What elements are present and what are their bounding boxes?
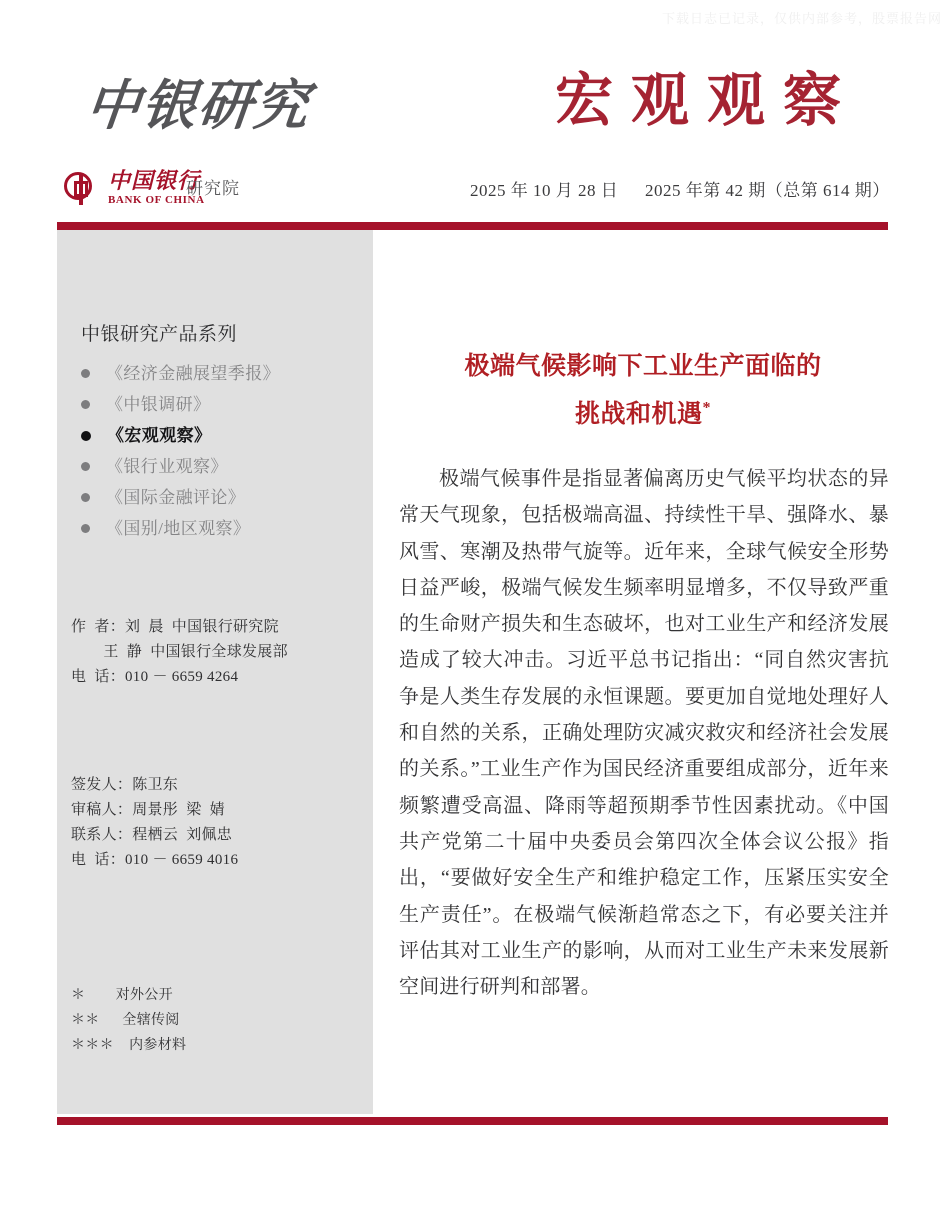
reviewer-line: 审稿人：周景彤 梁 婧 — [71, 802, 225, 818]
contact-phone: 电 话：010 － 6659 4016 — [71, 852, 239, 868]
author-line-2: 王 静 中国银行全球发展部 — [71, 644, 288, 660]
series-item-boc-survey[interactable] — [81, 389, 361, 420]
issuer-line: 签发人：陈卫东 — [71, 777, 179, 793]
article-title-footnote-marker: * — [702, 399, 711, 417]
series-item-label: 《经济金融展望季报》 — [106, 363, 280, 383]
editorial-info-block — [71, 773, 238, 873]
series-item-international-finance-review[interactable] — [81, 482, 361, 513]
institute-label: 研究院 — [186, 179, 240, 198]
series-item-banking-observation[interactable] — [81, 451, 361, 482]
series-item-country-region-observation[interactable] — [81, 513, 361, 544]
series-item-macro-observation[interactable] — [81, 420, 361, 451]
series-item-economic-outlook[interactable] — [81, 358, 361, 389]
bullet-icon — [81, 524, 90, 533]
series-item-label: 《国际金融评论》 — [106, 487, 246, 507]
sidebar — [57, 230, 373, 1114]
article-title-line-2 — [393, 391, 893, 439]
journal-title: 宏观观察 — [554, 68, 859, 133]
contact-line: 联系人：程栖云 刘佩忠 — [71, 827, 233, 843]
masthead — [0, 55, 950, 160]
legend-restricted: ＊＊＊ 内参材料 — [71, 1038, 187, 1053]
author-phone: 电 话：010 － 6659 4264 — [71, 669, 239, 685]
issue-number: 2025 年第 42 期（总第 614 期） — [645, 181, 890, 200]
series-item-label: 《银行业观察》 — [106, 456, 228, 476]
bank-name-cn: 中国银行 — [108, 168, 201, 193]
bullet-icon — [81, 462, 90, 471]
series-heading: 中银研究产品系列 — [81, 324, 238, 345]
series-item-label: 《中银调研》 — [106, 394, 211, 414]
legend-public: ＊ 对外公开 — [71, 988, 173, 1003]
series-list — [81, 358, 361, 544]
series-item-label: 《国别/地区观察》 — [106, 518, 251, 538]
brand-calligraphy-logo: 中银研究 — [82, 76, 314, 136]
bank-of-china-logo-icon — [64, 172, 98, 206]
series-item-label: 《宏观观察》 — [107, 425, 212, 445]
bank-name-en: BANK OF CHINA — [108, 194, 205, 206]
footer-divider-rule — [57, 1117, 888, 1125]
bullet-icon — [81, 400, 90, 409]
article-body-paragraph: 极端气候事件是指显著偏离历史气候平均状态的异常天气现象，包括极端高温、持续性干旱、强降水、暴风雪、寒潮及热带气旋等。近年来，全球气候安全形势日益严峻，极端气候发生频率明显增多，不仅导致严重的生命财产损失和生态破坏，也对工业生产和经济发展造成了较大冲击。习近平总书记指出：“同自然灾害抗争是人类生存发展的永恒课题。要更加自觉地处理好人和自然的关系，正确处理防灾减灾救灾和经济社会发展的关系。”工业生产作为国民经济重要组成部分，近年来频繁遭受高温、降雨等超预期季节性因素扰动。《中国共产党第二十届中央委员会第四次全体会议公报》指出，“要做好安全生产和维护稳定工作，压紧压实安全生产责任”。在极端气候渐趋常态之下，有必要关注并评估其对工业生产的影响，从而对工业生产未来发展新空间进行研判和部署。 — [399, 468, 889, 999]
bullet-icon — [81, 493, 90, 502]
header-divider-rule — [57, 222, 888, 230]
bullet-icon — [81, 369, 90, 378]
article — [393, 230, 893, 1114]
author-info-block — [71, 615, 288, 690]
article-title — [393, 343, 893, 439]
article-title-line-1: 极端气候影响下工业生产面临的 — [464, 353, 822, 380]
watermark-text: 下载日志已记录，仅供内部参考，股票报告网 — [661, 11, 942, 26]
issue-date: 2025 年 10 月 28 日 — [470, 181, 619, 200]
distribution-legend-block — [71, 983, 186, 1058]
bank-identity-line — [0, 168, 950, 216]
bullet-icon — [81, 431, 91, 441]
article-title-line-2-text: 挑战和机遇 — [574, 401, 703, 428]
author-line-1: 作 者：刘 晨 中国银行研究院 — [71, 619, 279, 635]
legend-internal-circulation: ＊＊ 全辖传阅 — [71, 1013, 180, 1028]
